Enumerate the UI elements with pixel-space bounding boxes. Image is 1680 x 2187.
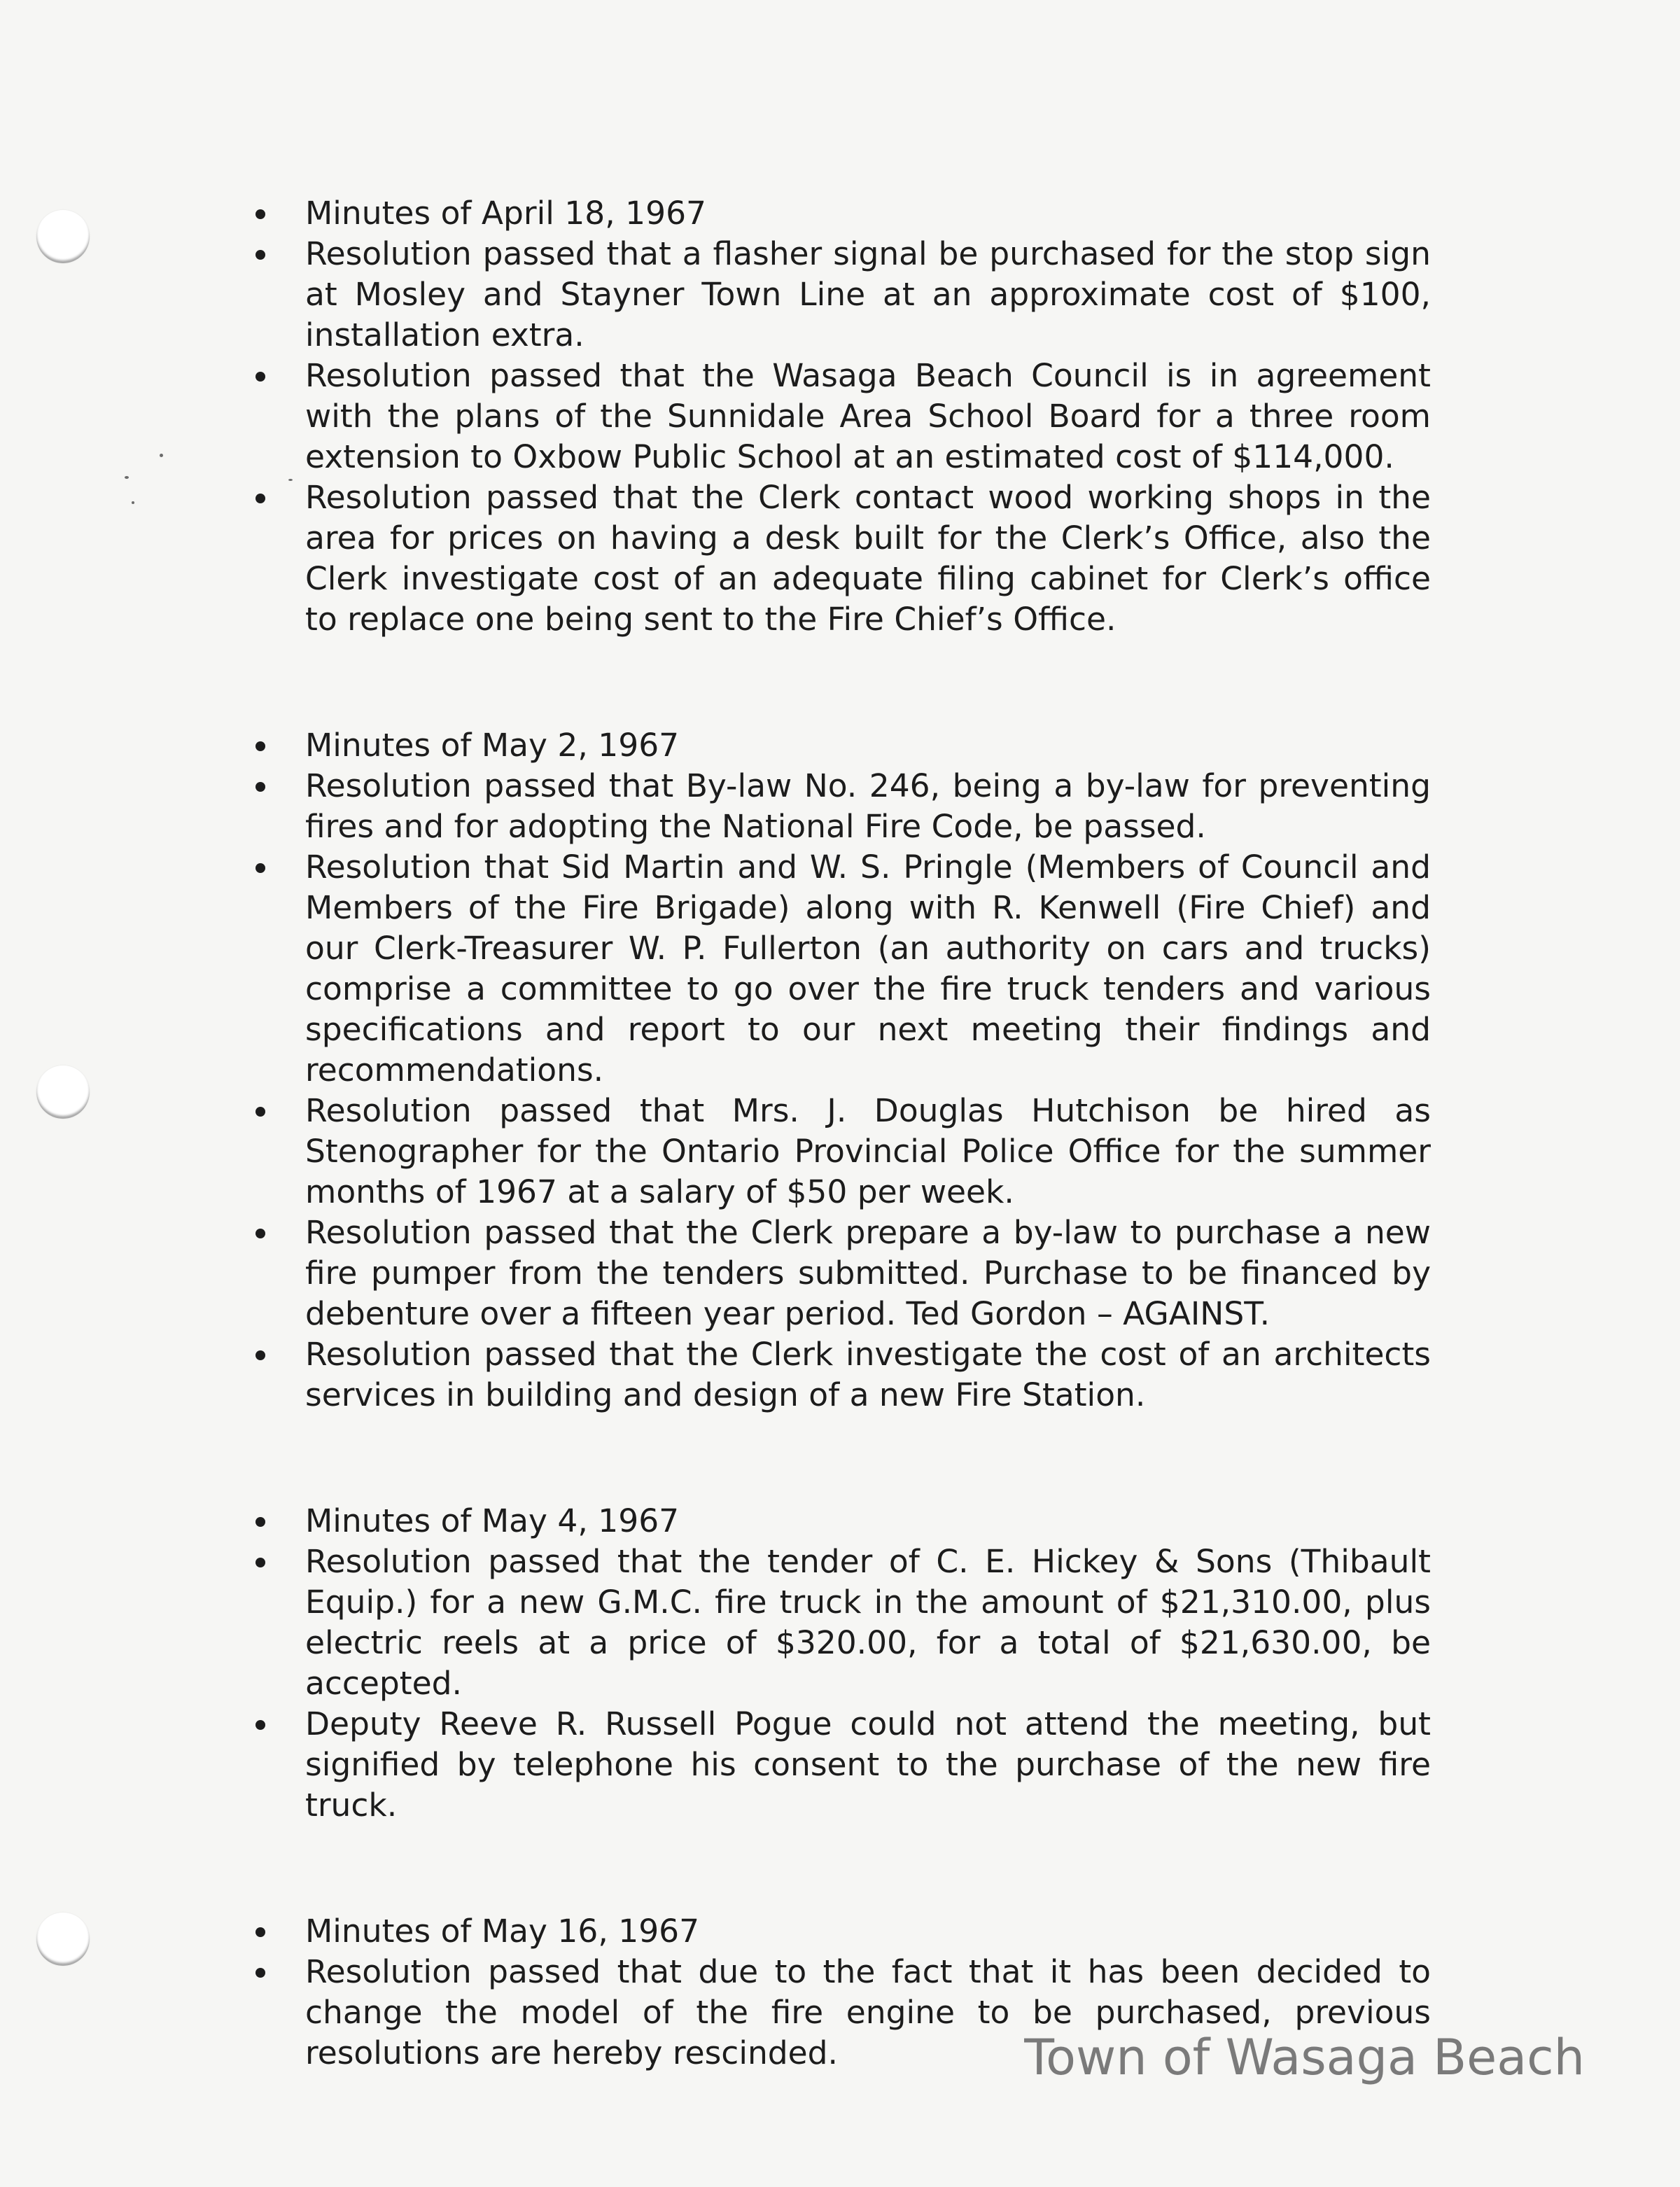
bullet-icon (255, 209, 265, 219)
resolution-text: Resolution passed that the Wasaga Beach Council is in agreement with the plans of the Sunnidale Area School Board for a three room extension to Oxbow Public School at an estimated cost of $114,000. (305, 357, 1431, 475)
bullet-icon (255, 372, 265, 382)
resolution-item (253, 1334, 1431, 1416)
bullet-icon (255, 250, 265, 260)
resolution-item (253, 847, 1431, 1091)
minutes-section-1967-05-04 (253, 1501, 1431, 1826)
resolution-text: Resolution passed that a flasher signal be purchased for the stop sign at Mosley and Stayner Town Line at an approximate cost of $100, installation extra. (305, 235, 1431, 354)
section-list (253, 1501, 1431, 1826)
bullet-icon (255, 782, 265, 792)
resolution-text: Resolution passed that By-law No. 246, being a by-law for preventing fires and for adopting the National Fire Code, be passed. (305, 767, 1431, 845)
scan-speck (125, 476, 129, 479)
section-heading (253, 193, 1431, 234)
heading-text: Minutes of May 16, 1967 (305, 1913, 700, 1950)
resolution-text: Resolution passed that the Clerk prepare a by-law to purchase a new fire pumper from the tenders submitted. Purchase to be financed by debenture over a fifteen year period. Ted Gordon – AGAINST. (305, 1214, 1431, 1332)
heading-text: Minutes of May 4, 1967 (305, 1502, 680, 1539)
resolution-text: Resolution passed that the Clerk investigate the cost of an architects services in building and design of a new Fire Station. (305, 1336, 1431, 1413)
punch-hole (36, 1913, 90, 1966)
minutes-content (253, 193, 1431, 2159)
punch-hole (36, 210, 90, 263)
bullet-icon (255, 494, 265, 503)
bullet-icon (255, 1927, 265, 1937)
resolution-text: Deputy Reeve R. Russell Pogue could not attend the meeting, but signified by telephone his consent to the purchase of the new fire truck. (305, 1705, 1431, 1824)
scan-speck (132, 501, 134, 504)
resolution-item (253, 234, 1431, 356)
resolution-text: Resolution passed that due to the fact that it has been decided to change the model of the fire engine to be purchased, previous resolutions are hereby rescinded. (305, 1953, 1431, 2071)
bullet-icon (255, 1107, 265, 1117)
heading-text: Minutes of April 18, 1967 (305, 195, 706, 232)
bullet-icon (255, 1517, 265, 1527)
section-list (253, 725, 1431, 1416)
bullet-icon (255, 1720, 265, 1730)
section-heading (253, 725, 1431, 766)
heading-text: Minutes of May 2, 1967 (305, 727, 680, 764)
resolution-item (253, 766, 1431, 847)
section-heading (253, 1911, 1431, 1952)
resolution-item (253, 356, 1431, 477)
punch-hole (36, 1065, 90, 1119)
resolution-item (253, 1213, 1431, 1334)
resolution-item (253, 1704, 1431, 1826)
resolution-text: Resolution that Sid Martin and W. S. Pringle (Members of Council and Members of the Fire Brigade) along with R. Kenwell (Fire Chief) and our Clerk-Treasurer W. P. Fullerton (an authority on cars and trucks) comprise a committee to go over the fire truck tenders and various specifications and report to our next meeting their findings and recommendations. (305, 848, 1431, 1089)
watermark-text: Town of Wasaga Beach (1024, 2029, 1585, 2086)
resolution-item (253, 477, 1431, 640)
minutes-section-1967-04-18 (253, 193, 1431, 640)
resolution-item (253, 1091, 1431, 1213)
resolution-text: Resolution passed that Mrs. J. Douglas Hutchison be hired as Stenographer for the Ontario Provincial Police Office for the summer months of 1967 at a salary of $50 per week. (305, 1092, 1431, 1210)
scan-speck (160, 454, 163, 457)
bullet-icon (255, 1968, 265, 1978)
bullet-icon (255, 1350, 265, 1360)
resolution-text: Resolution passed that the Clerk contact wood working shops in the area for prices on having a desk built for the Clerk’s Office, also the Clerk investigate cost of an adequate filing cabinet for Clerk’s office to replace one being sent to the Fire Chief’s Office. (305, 479, 1431, 638)
bullet-icon (255, 863, 265, 873)
section-heading (253, 1501, 1431, 1542)
minutes-section-1967-05-02 (253, 725, 1431, 1416)
resolution-text: Resolution passed that the tender of C. E. Hickey & Sons (Thibault Equip.) for a new G.M.C. fire truck in the amount of $21,310.00, plus electric reels at a price of $320.00, for a total of $21,630.00, be accepted. (305, 1543, 1431, 1702)
section-list (253, 193, 1431, 640)
resolution-item (253, 1542, 1431, 1704)
bullet-icon (255, 1229, 265, 1238)
bullet-icon (255, 1558, 265, 1567)
bullet-icon (255, 741, 265, 751)
